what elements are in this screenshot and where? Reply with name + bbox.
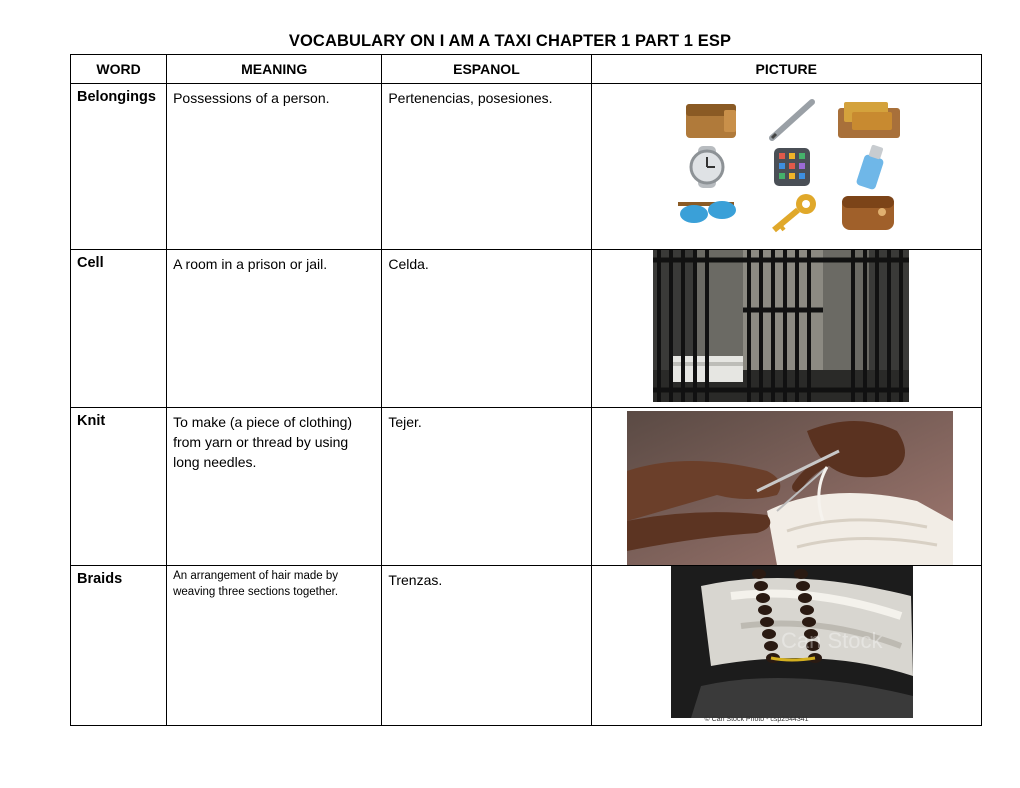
purse-icon	[842, 196, 894, 230]
belongings-icons	[672, 98, 912, 238]
table-row	[71, 566, 982, 726]
lighter-icon	[855, 144, 884, 190]
image-credit: © Can Stock Photo - csp2544341	[704, 716, 809, 723]
braids-image	[671, 566, 913, 718]
table-row	[71, 408, 982, 566]
wallet-icon	[686, 104, 736, 138]
header-word: WORD	[71, 55, 167, 84]
pen-icon	[772, 102, 812, 138]
espanol-cell: Tejer.	[382, 408, 591, 566]
header-meaning: MEANING	[167, 55, 382, 84]
vocabulary-table	[70, 54, 982, 726]
header-espanol: ESPANOL	[382, 55, 591, 84]
sunglasses-icon	[678, 201, 736, 223]
header-row	[71, 55, 982, 84]
espanol-cell: Pertenencias, posesiones.	[382, 84, 591, 250]
picture-cell	[591, 566, 981, 726]
knit-picture	[627, 411, 953, 570]
watch-icon	[691, 146, 723, 188]
watermark: Can Stock	[780, 628, 883, 653]
espanol-cell: Trenzas.	[382, 566, 591, 726]
table-row	[71, 250, 982, 408]
belongings-picture	[672, 98, 912, 243]
jail-cell-image	[653, 250, 909, 402]
meaning-cell: To make (a piece of clothing) from yarn or thread by using long needles.	[167, 408, 382, 566]
picture-cell	[591, 408, 981, 566]
picture-cell	[591, 84, 981, 250]
cell-picture	[653, 250, 909, 407]
word-cell: Cell	[71, 250, 167, 408]
card-wallet-icon	[838, 102, 900, 138]
meaning-cell: A room in a prison or jail.	[167, 250, 382, 408]
header-picture: PICTURE	[591, 55, 981, 84]
picture-cell	[591, 250, 981, 408]
table-row	[71, 84, 982, 250]
word-cell: Braids	[71, 566, 167, 726]
braids-picture	[671, 566, 913, 723]
meaning-cell: Possessions of a person.	[167, 84, 382, 250]
espanol-cell: Celda.	[382, 250, 591, 408]
knitting-image	[627, 411, 953, 565]
phone-icon	[774, 148, 810, 186]
word-cell: Knit	[71, 408, 167, 566]
meaning-cell: An arrangement of hair made by weaving three sections together.	[167, 566, 382, 726]
page-title: VOCABULARY ON I AM A TAXI CHAPTER 1 PART 1 ESP	[288, 32, 732, 50]
word-cell: Belongings	[71, 84, 167, 250]
key-icon	[774, 194, 816, 230]
